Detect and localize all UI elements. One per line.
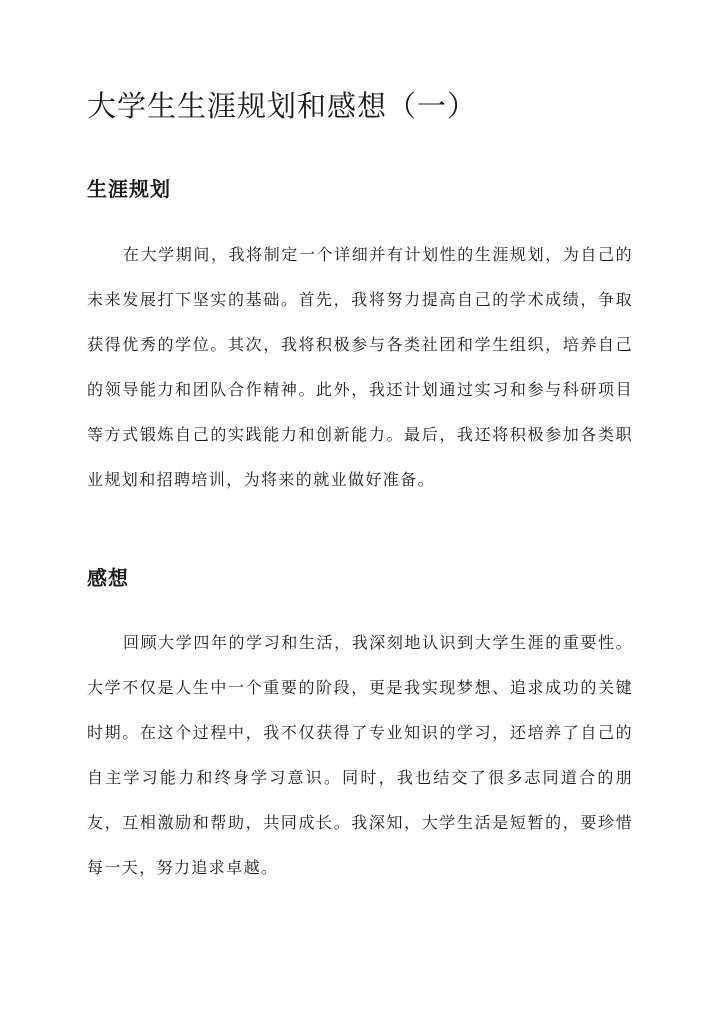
document-title: 大学生生涯规划和感想（一） (87, 89, 478, 123)
section-body-reflections: 回顾大学四年的学习和生活，我深刻地认识到大学生涯的重要性。大学不仅是人生中一个重要的阶段，更是我实现梦想、追求成功的关键时期。在这个过程中，我不仅获得了专业知识的学习，还培养了自己的自主学习能力和终身学习意识。同时，我也结交了很多志同道合的朋友，互相激励和帮助，共同成长。我深知，大学生活是短暂的，要珍惜每一天，努力追求卓越。 (87, 633, 633, 877)
section-heading-career-plan: 生涯规划 (87, 177, 171, 201)
section-body-career-plan: 在大学期间，我将制定一个详细并有计划性的生涯规划，为自己的未来发展打下坚实的基础。首先，我将努力提高自己的学术成绩，争取获得优秀的学位。其次，我将积极参与各类社团和学生组织，培养自己的领导能力和团队合作精神。此外，我还计划通过实习和参与科研项目等方式锻炼自己的实践能力和创新能力。最后，我还将积极参加各类职业规划和招聘培训，为将来的就业做好准备。 (87, 245, 633, 489)
section-heading-reflections: 感想 (87, 566, 129, 590)
